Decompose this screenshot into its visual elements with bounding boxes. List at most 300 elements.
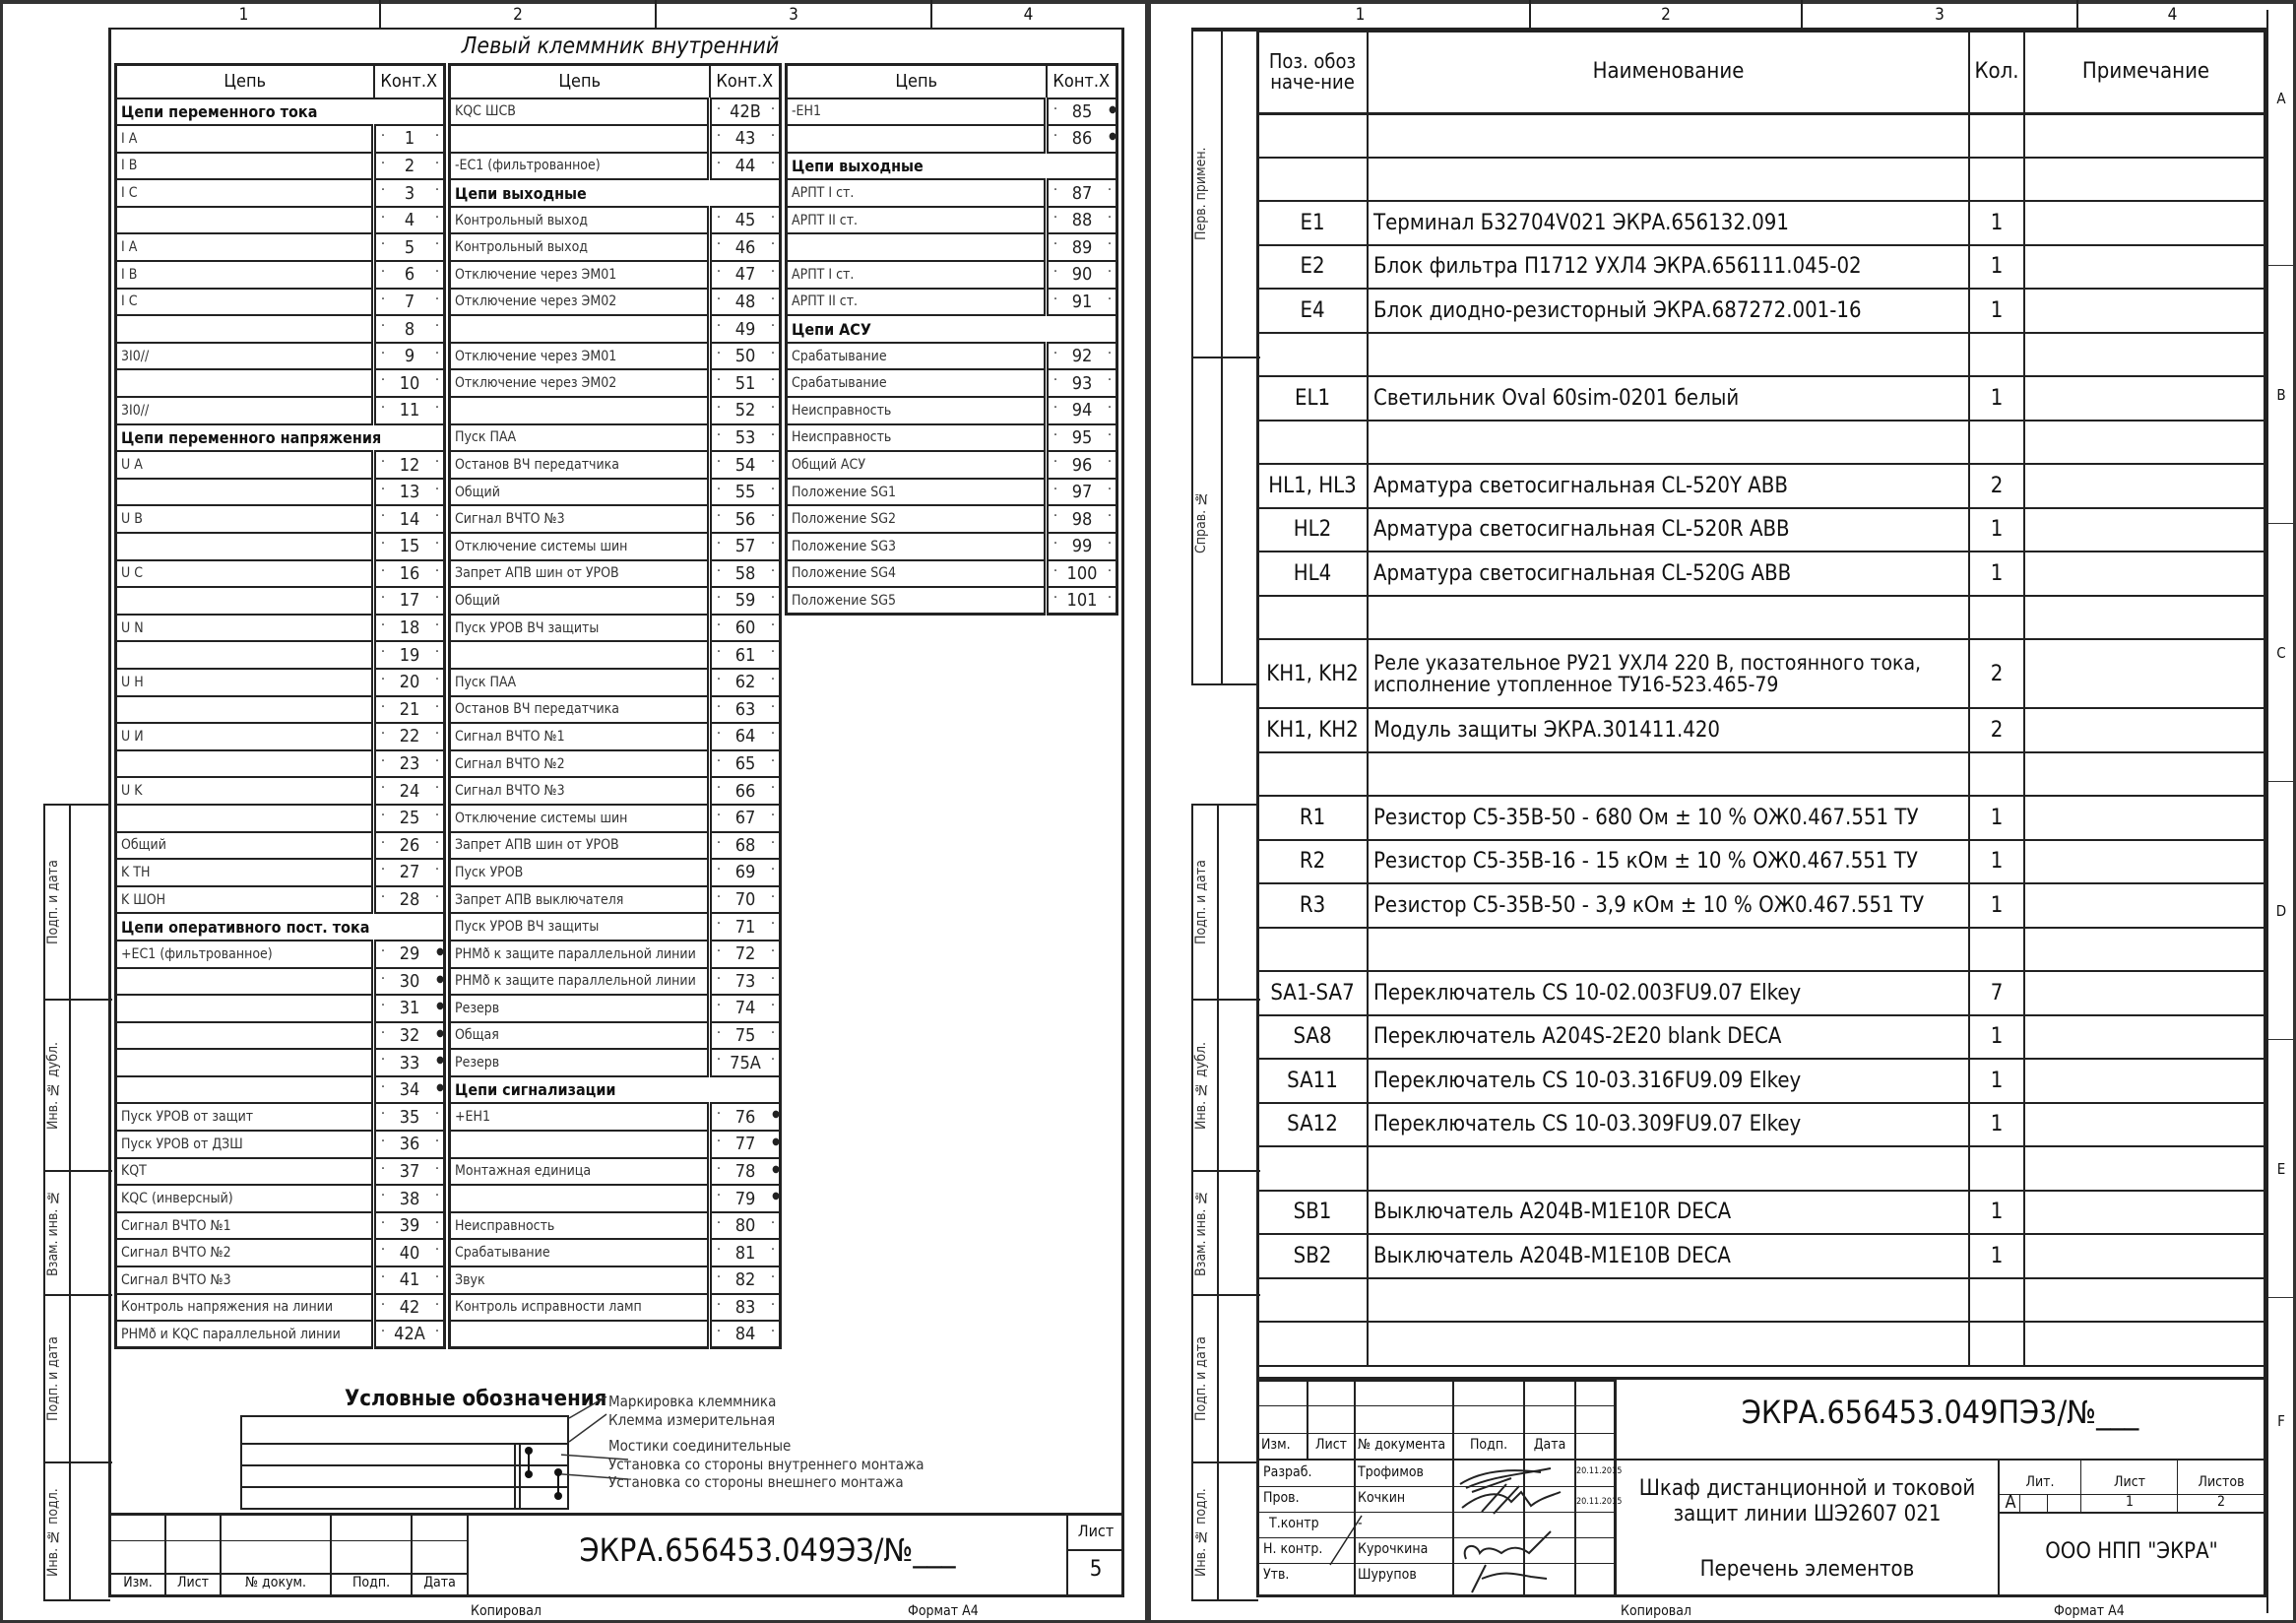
name-cell [1368, 596, 1969, 640]
element-row [1257, 928, 2267, 972]
note-cell [2024, 1103, 2267, 1147]
terminal-table-1 [114, 63, 446, 1349]
circuit-cell [116, 533, 374, 560]
empty-cell [2024, 1322, 2267, 1366]
contact-cell: · 99 · [1047, 533, 1117, 560]
right-margin-top-strip [1191, 30, 1258, 685]
contact-cell: · 96 · [1047, 451, 1117, 479]
section-title: Цепи переменного тока [116, 98, 445, 126]
row-letter: A [2268, 10, 2294, 266]
name-cell [1368, 113, 1969, 158]
terminal-row [116, 777, 445, 805]
contact-cell: · 10 · [374, 369, 445, 397]
terminal-table-2 [448, 63, 782, 1349]
company-name: ООО НПП "ЭКРА" [2045, 1539, 2218, 1564]
terminal-row [450, 1212, 781, 1240]
position-cell [1257, 596, 1368, 640]
section-title: Цепи выходные [787, 153, 1117, 180]
sheets-label: Листов [2198, 1474, 2245, 1490]
circuit-cell [450, 1321, 710, 1348]
margin-label: Инв. № подл. [45, 1488, 61, 1577]
document-designation: ЭКРА.656453.049ПЭ3/№___ [1741, 1394, 2139, 1431]
terminal-row [116, 641, 445, 669]
ruler-cell: 1 [1191, 0, 1531, 28]
lit-label: Лит. [2025, 1474, 2055, 1490]
circuit-cell: U И [116, 723, 374, 750]
contact-cell: · 75A · [710, 1049, 781, 1076]
contact-cell: · 23 · [374, 750, 445, 778]
terminal-row [116, 261, 445, 289]
quantity-cell: 2 [1969, 639, 2024, 708]
margin-label: Инв. № подл. [1193, 1488, 1209, 1577]
terminal-row [787, 98, 1117, 126]
circuit-cell: РНМð и KQC параллельной линии [116, 1321, 374, 1348]
quantity-cell: 1 [1969, 840, 2024, 884]
footer-format: Формат А4 [908, 1603, 979, 1619]
empty-cell [2024, 1278, 2267, 1323]
terminal-row [450, 1266, 781, 1294]
name-cell: Переключатель CS 10-03.309FU9.07 Elkey [1368, 1103, 1969, 1147]
contact-cell: · 19 · [374, 641, 445, 669]
position-cell [1257, 158, 1368, 202]
terminal-row [116, 968, 445, 996]
name-cell: Блок диодно-резисторный ЭКРА.687272.001-16 [1368, 289, 1969, 333]
contact-cell: · 27 · [374, 859, 445, 886]
contact-cell: · 63 · [710, 696, 781, 724]
circuit-cell [450, 1185, 710, 1212]
note-cell [2024, 245, 2267, 290]
element-row [1257, 1015, 2267, 1060]
sheet-value: 1 [2125, 1494, 2134, 1510]
footer-copied: Копировал [1621, 1603, 1691, 1619]
circuit-cell: Останов ВЧ передатчика [450, 451, 710, 479]
terminal-row [116, 451, 445, 479]
quantity-cell: 2 [1969, 708, 2024, 752]
quantity-cell [1969, 752, 2024, 797]
terminal-row [450, 1022, 781, 1050]
terminal-row [450, 560, 781, 588]
contact-cell: · 36 · [374, 1131, 445, 1158]
circuit-cell: U C [116, 560, 374, 588]
empty-cell [1368, 1322, 1969, 1366]
contact-cell: · 35 · [374, 1103, 445, 1131]
circuit-cell: Контрольный выход [450, 207, 710, 234]
note-cell [2024, 1234, 2267, 1278]
terminal-row [450, 777, 781, 805]
position-cell: SA12 [1257, 1103, 1368, 1147]
element-row [1257, 508, 2267, 552]
terminal-row [450, 913, 781, 941]
circuit-cell: Отключение через ЭМ02 [450, 289, 710, 316]
terminal-row [787, 179, 1117, 207]
ruler-cell: 3 [657, 0, 932, 28]
circuit-cell: АРПТ I ст. [787, 179, 1047, 207]
name-cell: Резистор С5-35В-50 - 3,9 кОм ± 10 % ОЖ0.467.551 ТУ [1368, 883, 1969, 928]
element-row [1257, 333, 2267, 377]
row-letter: F [2277, 1412, 2285, 1430]
contact-cell: · 32 ● [374, 1022, 445, 1050]
lit-value: А [2005, 1492, 2016, 1513]
terminal-row [787, 369, 1117, 397]
contact-cell: · 56 · [710, 505, 781, 533]
circuit-cell: Неисправность [450, 1212, 710, 1240]
tb-col-date: Дата [1533, 1437, 1566, 1453]
note-cell [2024, 1146, 2267, 1191]
circuit-cell: РНМð к защите параллельной линии [450, 941, 710, 968]
contact-cell: · 94 · [1047, 397, 1117, 424]
circuit-cell: Сигнал ВЧТО №1 [450, 723, 710, 750]
left-title-block [108, 1513, 1124, 1597]
terminal-row [116, 560, 445, 588]
name-cell: Блок фильтра П1712 УХЛ4 ЭКРА.656111.045-02 [1368, 245, 1969, 290]
empty-cell [1368, 1278, 1969, 1323]
circuit-cell: U B [116, 505, 374, 533]
terminal-row [450, 805, 781, 832]
terminal-row [450, 859, 781, 886]
tb-col-list: Лист [1315, 1437, 1347, 1453]
contact-cell: · 75 · [710, 1022, 781, 1050]
circuit-cell: АРПТ II ст. [787, 207, 1047, 234]
section-title: Цепи оперативного пост. тока [116, 913, 445, 941]
element-row [1257, 639, 2267, 708]
position-cell: R3 [1257, 883, 1368, 928]
contact-cell: · 90 · [1047, 261, 1117, 289]
terminal-row [450, 1131, 781, 1158]
contact-cell: · 91 · [1047, 289, 1117, 316]
name-cell: Резистор С5-35В-50 - 680 Ом ± 10 % ОЖ0.467.551 ТУ [1368, 796, 1969, 840]
circuit-cell: РНМð к защите параллельной линии [450, 968, 710, 996]
contact-cell: · 50 · [710, 343, 781, 370]
contact-cell: · 14 · [374, 505, 445, 533]
circuit-cell: Сигнал ВЧТО №1 [116, 1212, 374, 1240]
terminal-row [787, 207, 1117, 234]
circuit-cell [116, 587, 374, 615]
position-cell: KH1, KH2 [1257, 639, 1368, 708]
contact-cell: · 92 · [1047, 343, 1117, 370]
margin-label: Взам. инв. № [1193, 1189, 1209, 1277]
quantity-cell: 7 [1969, 971, 2024, 1015]
name-cell [1368, 752, 1969, 797]
circuit-cell: Контроль напряжения на линии [116, 1294, 374, 1322]
terminal-row [787, 451, 1117, 479]
terminal-row [116, 669, 445, 696]
quantity-cell: 1 [1969, 883, 2024, 928]
section-header-row [450, 179, 781, 207]
right-column-ruler [1191, 0, 2266, 30]
contact-cell: · 60 · [710, 615, 781, 642]
quantity-cell: 1 [1969, 376, 2024, 421]
quantity-cell: 1 [1969, 289, 2024, 333]
position-cell: EL1 [1257, 376, 1368, 421]
legend-items [608, 1393, 925, 1492]
contact-cell: · 1 · [374, 125, 445, 153]
contact-cell: · 21 · [374, 696, 445, 724]
margin-label: Подп. и дата [45, 1336, 61, 1421]
contact-cell: · 7 · [374, 289, 445, 316]
terminal-row [787, 289, 1117, 316]
quantity-cell [1969, 158, 2024, 202]
name-cell: Резистор С5-35В-16 - 15 кОм ± 10 % ОЖ0.467.551 ТУ [1368, 840, 1969, 884]
contact-cell: · 11 · [374, 397, 445, 424]
terminal-row [116, 315, 445, 343]
contact-cell: · 44 · [710, 153, 781, 180]
quantity-cell: 1 [1969, 1059, 2024, 1103]
circuit-cell [116, 1076, 374, 1104]
footer-copied: Копировал [471, 1603, 542, 1619]
circuit-cell: Общий [450, 587, 710, 615]
contact-cell: · 100 · [1047, 560, 1117, 588]
quantity-cell: 2 [1969, 464, 2024, 508]
product-name: Шкаф дистанционной и токовой защит линии ШЭ2607 021 [1638, 1476, 1976, 1526]
position-cell: HL1, HL3 [1257, 464, 1368, 508]
contact-cell: · 42B · [710, 98, 781, 126]
contact-cell: · 97 · [1047, 479, 1117, 506]
contact-cell: · 17 · [374, 587, 445, 615]
element-row [1257, 1146, 2267, 1191]
contact-cell: · 20 · [374, 669, 445, 696]
terminal-row [787, 424, 1117, 452]
element-row [1257, 552, 2267, 596]
ruler-cell: 4 [1023, 5, 1034, 25]
contact-cell: · 47 · [710, 261, 781, 289]
contact-cell: · 85 ● [1047, 98, 1117, 126]
note-cell [2024, 708, 2267, 752]
contact-cell: · 52 · [710, 397, 781, 424]
circuit-cell: Пуск УРОВ ВЧ защиты [450, 913, 710, 941]
tb-col-doc: № докум. [244, 1575, 307, 1591]
terminal-row [787, 261, 1117, 289]
terminal-row [116, 832, 445, 860]
circuit-cell [450, 125, 710, 153]
circuit-cell: I A [116, 125, 374, 153]
name-cell [1368, 928, 1969, 972]
contact-cell: · 33 ● [374, 1049, 445, 1076]
sheets-value: 2 [2216, 1494, 2225, 1510]
element-row [1257, 421, 2267, 465]
element-row [1257, 464, 2267, 508]
section-header-row [116, 913, 445, 941]
terminal-row [450, 669, 781, 696]
position-cell [1257, 752, 1368, 797]
signer-name: Курочкина [1358, 1541, 1429, 1557]
terminal-row [450, 289, 781, 316]
circuit-cell: +EH1 [450, 1103, 710, 1131]
row-letter: E [2268, 1040, 2294, 1298]
terminal-row [116, 1239, 445, 1266]
contact-cell: · 6 · [374, 261, 445, 289]
element-row [1257, 113, 2267, 158]
name-cell: Арматура светосигнальная CL-520R ABB [1368, 508, 1969, 552]
terminal-row [450, 641, 781, 669]
name-cell: Модуль защиты ЭКРА.301411.420 [1368, 708, 1969, 752]
contact-cell: · 39 · [374, 1212, 445, 1240]
contact-cell: · 72 · [710, 941, 781, 968]
circuit-cell: 3I0// [116, 343, 374, 370]
margin-label: Подп. и дата [45, 860, 61, 944]
circuit-cell: I B [116, 261, 374, 289]
position-cell [1257, 113, 1368, 158]
terminal-row [450, 968, 781, 996]
name-cell: Переключатель CS 10-02.003FU9.07 Elkey [1368, 971, 1969, 1015]
terminal-row [450, 261, 781, 289]
terminal-row [787, 587, 1117, 615]
control-slash-icon [1326, 1514, 1366, 1569]
contact-cell: · 26 · [374, 832, 445, 860]
terminal-row [450, 1103, 781, 1131]
circuit-cell: Пуск ПАА [450, 669, 710, 696]
left-column-ruler [108, 0, 1124, 30]
signatures-icon [1452, 1462, 1570, 1610]
tb-col-izm: Изм. [123, 1575, 153, 1591]
contact-cell: · 49 · [710, 315, 781, 343]
terminal-row [116, 1103, 445, 1131]
col-header-contact: Конт.X [374, 65, 445, 98]
section-header-row [450, 1076, 781, 1104]
terminal-row [450, 587, 781, 615]
contact-cell: · 65 · [710, 750, 781, 778]
circuit-cell: Положение SG2 [787, 505, 1047, 533]
terminal-row [450, 369, 781, 397]
terminal-row [787, 125, 1117, 153]
note-cell [2024, 752, 2267, 797]
terminal-row [450, 233, 781, 261]
terminal-row [116, 1212, 445, 1240]
document-designation: ЭКРА.656453.049ЭЗ/№___ [579, 1531, 956, 1569]
col-header-circuit: Цепь [116, 65, 374, 98]
terminal-row [450, 1239, 781, 1266]
circuit-cell: Общий АСУ [787, 451, 1047, 479]
terminal-row [450, 615, 781, 642]
circuit-cell: Положение SG4 [787, 560, 1047, 588]
terminal-row [787, 533, 1117, 560]
note-cell [2024, 1015, 2267, 1060]
terminal-row [450, 1158, 781, 1186]
circuit-cell [787, 233, 1047, 261]
quantity-cell [1969, 1146, 2024, 1191]
terminal-row [450, 1049, 781, 1076]
terminal-row [450, 1321, 781, 1348]
contact-cell: · 30 ● [374, 968, 445, 996]
position-cell: E1 [1257, 201, 1368, 245]
circuit-cell: Отключение системы шин [450, 533, 710, 560]
contact-cell: · 62 · [710, 669, 781, 696]
contact-cell: · 76 ● [710, 1103, 781, 1131]
circuit-cell: Сигнал ВЧТО №3 [116, 1266, 374, 1294]
terminal-row [116, 207, 445, 234]
name-cell: Арматура светосигнальная CL-520G ABB [1368, 552, 1969, 596]
terminal-row [450, 451, 781, 479]
element-list-table [1256, 30, 2268, 1367]
element-row [1257, 158, 2267, 202]
terminal-row [450, 832, 781, 860]
circuit-cell [450, 1131, 710, 1158]
legend-title: Условные обозначения [345, 1387, 607, 1411]
terminal-row [116, 750, 445, 778]
tb-col-doc: № документа [1358, 1437, 1446, 1453]
position-cell: E4 [1257, 289, 1368, 333]
terminal-row [787, 343, 1117, 370]
terminal-row [116, 1131, 445, 1158]
quantity-cell: 1 [1969, 796, 2024, 840]
ruler-cell: 2 [1531, 0, 1803, 28]
col-header-circuit: Цепь [787, 65, 1047, 98]
contact-cell: · 46 · [710, 233, 781, 261]
circuit-cell: +EC1 (фильтрованное) [116, 941, 374, 968]
terminal-row [116, 941, 445, 968]
name-cell [1368, 158, 1969, 202]
circuit-cell: Запрет АПВ шин от УРОВ [450, 832, 710, 860]
legend-sample [240, 1415, 569, 1510]
contact-cell: · 69 · [710, 859, 781, 886]
element-row [1257, 752, 2267, 797]
terminal-row [450, 153, 781, 180]
contact-cell: · 4 · [374, 207, 445, 234]
element-row [1257, 201, 2267, 245]
circuit-cell [450, 315, 710, 343]
position-cell: R1 [1257, 796, 1368, 840]
circuit-cell [787, 125, 1047, 153]
contact-cell: · 31 ● [374, 995, 445, 1022]
contact-cell: · 24 · [374, 777, 445, 805]
circuit-cell: -EC1 (фильтрованное) [450, 153, 710, 180]
circuit-cell: Отключение через ЭМ01 [450, 261, 710, 289]
name-cell: Терминал Б32704V021 ЭКРА.656132.091 [1368, 201, 1969, 245]
contact-cell: · 86 ● [1047, 125, 1117, 153]
note-cell [2024, 508, 2267, 552]
note-cell [2024, 796, 2267, 840]
terminal-row [450, 125, 781, 153]
tb-col-izm: Изм. [1261, 1437, 1291, 1453]
circuit-cell: Сигнал ВЧТО №2 [116, 1239, 374, 1266]
note-cell [2024, 1191, 2267, 1235]
quantity-cell [1969, 333, 2024, 377]
position-cell [1257, 333, 1368, 377]
quantity-cell: 1 [1969, 552, 2024, 596]
circuit-cell: Пуск УРОВ ВЧ защиты [450, 615, 710, 642]
note-cell [2024, 883, 2267, 928]
circuit-cell: Неисправность [787, 397, 1047, 424]
contact-cell: · 48 · [710, 289, 781, 316]
terminal-row [787, 479, 1117, 506]
contact-cell: · 41 · [374, 1266, 445, 1294]
terminal-row [450, 207, 781, 234]
element-row [1257, 796, 2267, 840]
empty-cell [1969, 1322, 2024, 1366]
terminal-row [116, 1321, 445, 1348]
contact-cell: · 15 · [374, 533, 445, 560]
position-cell: E2 [1257, 245, 1368, 290]
circuit-cell: Общая [450, 1022, 710, 1050]
terminal-row [116, 343, 445, 370]
circuit-cell: KQC ШСВ [450, 98, 710, 126]
terminal-row [450, 533, 781, 560]
left-margin-strip [43, 804, 110, 1601]
terminal-row [450, 98, 781, 126]
circuit-cell: U A [116, 451, 374, 479]
terminal-row [116, 125, 445, 153]
sheet-label: Лист [1077, 1522, 1115, 1540]
circuit-cell [116, 805, 374, 832]
terminal-row [116, 1076, 445, 1104]
circuit-cell: Монтажная единица [450, 1158, 710, 1186]
contact-cell: · 87 · [1047, 179, 1117, 207]
quantity-cell: 1 [1969, 1234, 2024, 1278]
circuit-cell: I C [116, 289, 374, 316]
circuit-cell: Пуск УРОВ [450, 859, 710, 886]
position-cell: SA8 [1257, 1015, 1368, 1060]
circuit-cell: Положение SG1 [787, 479, 1047, 506]
terminal-row [450, 397, 781, 424]
